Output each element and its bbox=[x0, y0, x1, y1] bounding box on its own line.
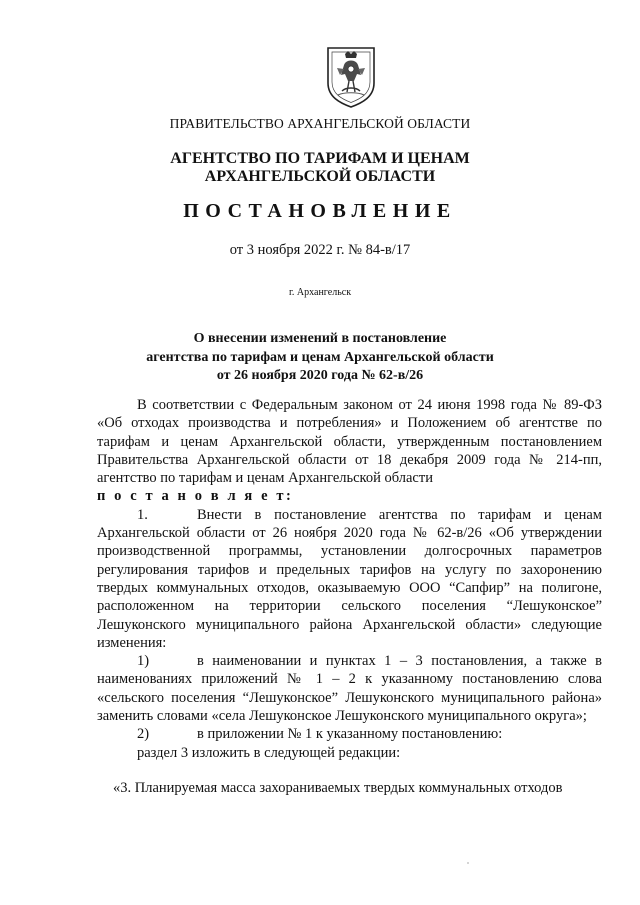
subitem-2-paragraph bbox=[97, 725, 602, 743]
subitem-2-text: в приложении № 1 к указанному постановлению: bbox=[197, 726, 503, 743]
agency-name-line-1: АГЕНТСТВО ПО ТАРИФАМ И ЦЕНАМ bbox=[170, 150, 470, 167]
preamble-paragraph: В соответствии с Федеральным законом от 24 июня 1998 года № 89-ФЗ «Об отходах производства и потребления» и Положением об агентстве по тарифам и ценам Архангельской области, утвержденным постановлением Правительства Архангельской области от 18 декабря 2009 года № 214-пп, агентство по тарифам и ценам Архангельской области bbox=[97, 397, 602, 487]
government-name: ПРАВИТЕЛЬСТВО АРХАНГЕЛЬСКОЙ ОБЛАСТИ bbox=[169, 116, 471, 131]
subitem-1-number: 1) bbox=[137, 653, 150, 670]
agency-name bbox=[0, 150, 640, 186]
subject-line-1: О внесении изменений в постановление bbox=[193, 331, 447, 346]
subitem-1-paragraph bbox=[97, 652, 602, 725]
item-1-paragraph bbox=[97, 506, 602, 652]
document-city: г. Архангельск bbox=[288, 287, 352, 298]
subitem-2-line-2: раздел 3 изложить в следующей редакции: bbox=[137, 744, 401, 761]
item-1-text: Внести в постановление агентства по тарифам и ценам Архангельской области от 26 ноября 2020 года № 62-в/26 «Об утверждении производственной программы, установлении долгосрочных параметров регулирования тарифов и предельных тарифов на услугу по захоронению твердых коммунальных отходов, оказываемую ООО “Сапфир” на полигоне, расположенном на территории сельского поселения “Лешуконское” Лешуконского муниципального района Архангельской области» следующие изменения: bbox=[97, 506, 602, 651]
subitem-1-text: в наименовании и пунктах 1 – 3 постановления, а также в наименованиях приложений № 1 – 2 к указанному постановлению слова «сельского поселения “Лешуконское” Лешуконского муниципального района» заменить словами «села Лешуконское Лешуконского муниципального округа»; bbox=[97, 653, 602, 725]
section-3-heading: «3. Планируемая масса захораниваемых твердых коммунальных отходов bbox=[113, 780, 563, 796]
agency-name-line-2: АРХАНГЕЛЬСКОЙ ОБЛАСТИ bbox=[204, 168, 436, 185]
coat-of-arms-emblem bbox=[324, 45, 378, 109]
decrees-line bbox=[97, 487, 602, 505]
item-1-number: 1. bbox=[137, 506, 148, 523]
document-date-number: от 3 ноября 2022 г. № 84-в/17 bbox=[229, 242, 411, 258]
scan-speck bbox=[467, 862, 469, 864]
subject-line-3: от 26 ноября 2020 года № 62-в/26 bbox=[216, 368, 424, 383]
document-type-title: ПОСТАНОВЛЕНИЕ bbox=[183, 200, 457, 222]
document-subject bbox=[0, 330, 640, 386]
subject-line-2: агентства по тарифам и ценам Архангельской области bbox=[146, 349, 494, 365]
document-body bbox=[97, 396, 602, 762]
subitem-2-number: 2) bbox=[137, 726, 150, 743]
decrees-word: п о с т а н о в л я е т: bbox=[97, 488, 294, 505]
